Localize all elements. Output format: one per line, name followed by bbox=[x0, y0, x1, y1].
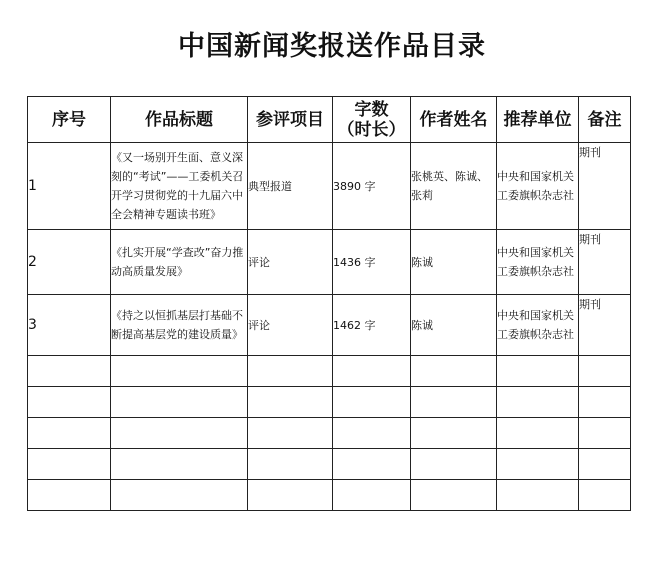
cell-work-title: 《又一场别开生面、意义深刻的“考试”——工委机关召开学习贯彻党的十九届六中全会精神专题读书班》 bbox=[111, 143, 248, 230]
header-recommender: 推荐单位 bbox=[497, 97, 579, 143]
cell-authors: 陈诚 bbox=[411, 230, 497, 295]
cell-work-title: 《扎实开展“学查改”奋力推动高质量发展》 bbox=[111, 230, 248, 295]
cell-authors: 张桃英、陈诚、张莉 bbox=[411, 143, 497, 230]
empty-cell bbox=[28, 418, 111, 449]
empty-cell bbox=[411, 418, 497, 449]
empty-cell bbox=[111, 418, 248, 449]
cell-recommender: 中央和国家机关工委旗帜杂志社 bbox=[497, 295, 579, 356]
cell-authors: 陈诚 bbox=[411, 295, 497, 356]
header-word-count-line2: （时长） bbox=[337, 119, 406, 140]
empty-cell bbox=[248, 356, 333, 387]
empty-cell bbox=[411, 480, 497, 511]
cell-seq: 2 bbox=[28, 230, 111, 295]
empty-cell bbox=[28, 356, 111, 387]
empty-cell bbox=[579, 387, 631, 418]
cell-category: 评论 bbox=[248, 230, 333, 295]
empty-row bbox=[28, 449, 631, 480]
header-authors: 作者姓名 bbox=[411, 97, 497, 143]
empty-row bbox=[28, 356, 631, 387]
header-work-title: 作品标题 bbox=[111, 97, 248, 143]
empty-cell bbox=[248, 418, 333, 449]
empty-cell bbox=[579, 480, 631, 511]
table-row bbox=[28, 230, 631, 295]
header-word-count bbox=[333, 97, 411, 143]
empty-cell bbox=[111, 387, 248, 418]
empty-row bbox=[28, 480, 631, 511]
empty-cell bbox=[579, 356, 631, 387]
empty-cell bbox=[248, 480, 333, 511]
empty-cell bbox=[111, 480, 248, 511]
empty-cell bbox=[497, 356, 579, 387]
empty-cell bbox=[28, 387, 111, 418]
header-category: 参评项目 bbox=[248, 97, 333, 143]
cell-notes: 期刊 bbox=[579, 143, 631, 230]
empty-cell bbox=[497, 480, 579, 511]
cell-recommender: 中央和国家机关工委旗帜杂志社 bbox=[497, 230, 579, 295]
catalog-table bbox=[27, 96, 631, 511]
empty-cell bbox=[497, 387, 579, 418]
empty-cell bbox=[579, 449, 631, 480]
cell-seq: 1 bbox=[28, 143, 111, 230]
cell-word-count: 1436 字 bbox=[333, 230, 411, 295]
empty-cell bbox=[333, 449, 411, 480]
cell-notes: 期刊 bbox=[579, 295, 631, 356]
cell-word-count: 3890 字 bbox=[333, 143, 411, 230]
cell-category: 评论 bbox=[248, 295, 333, 356]
empty-cell bbox=[248, 387, 333, 418]
header-word-count-line1: 字数 bbox=[354, 99, 389, 120]
empty-cell bbox=[333, 387, 411, 418]
empty-cell bbox=[333, 418, 411, 449]
empty-cell bbox=[411, 449, 497, 480]
header-row bbox=[28, 97, 631, 143]
table-row bbox=[28, 295, 631, 356]
empty-cell bbox=[497, 418, 579, 449]
empty-cell bbox=[28, 480, 111, 511]
empty-cell bbox=[497, 449, 579, 480]
empty-cell bbox=[28, 449, 111, 480]
header-notes: 备注 bbox=[579, 97, 631, 143]
cell-notes: 期刊 bbox=[579, 230, 631, 295]
empty-row bbox=[28, 418, 631, 449]
empty-cell bbox=[333, 356, 411, 387]
empty-cell bbox=[333, 480, 411, 511]
empty-cell bbox=[111, 449, 248, 480]
empty-cell bbox=[411, 387, 497, 418]
empty-cell bbox=[248, 449, 333, 480]
cell-recommender: 中央和国家机关工委旗帜杂志社 bbox=[497, 143, 579, 230]
cell-seq: 3 bbox=[28, 295, 111, 356]
header-seq: 序号 bbox=[28, 97, 111, 143]
empty-cell bbox=[411, 356, 497, 387]
empty-cell bbox=[111, 356, 248, 387]
empty-cell bbox=[579, 418, 631, 449]
empty-row bbox=[28, 387, 631, 418]
page-title: 中国新闻奖报送作品目录 bbox=[178, 31, 486, 62]
cell-word-count: 1462 字 bbox=[333, 295, 411, 356]
cell-category: 典型报道 bbox=[248, 143, 333, 230]
cell-work-title: 《持之以恒抓基层打基础不断提高基层党的建设质量》 bbox=[111, 295, 248, 356]
table-row bbox=[28, 143, 631, 230]
